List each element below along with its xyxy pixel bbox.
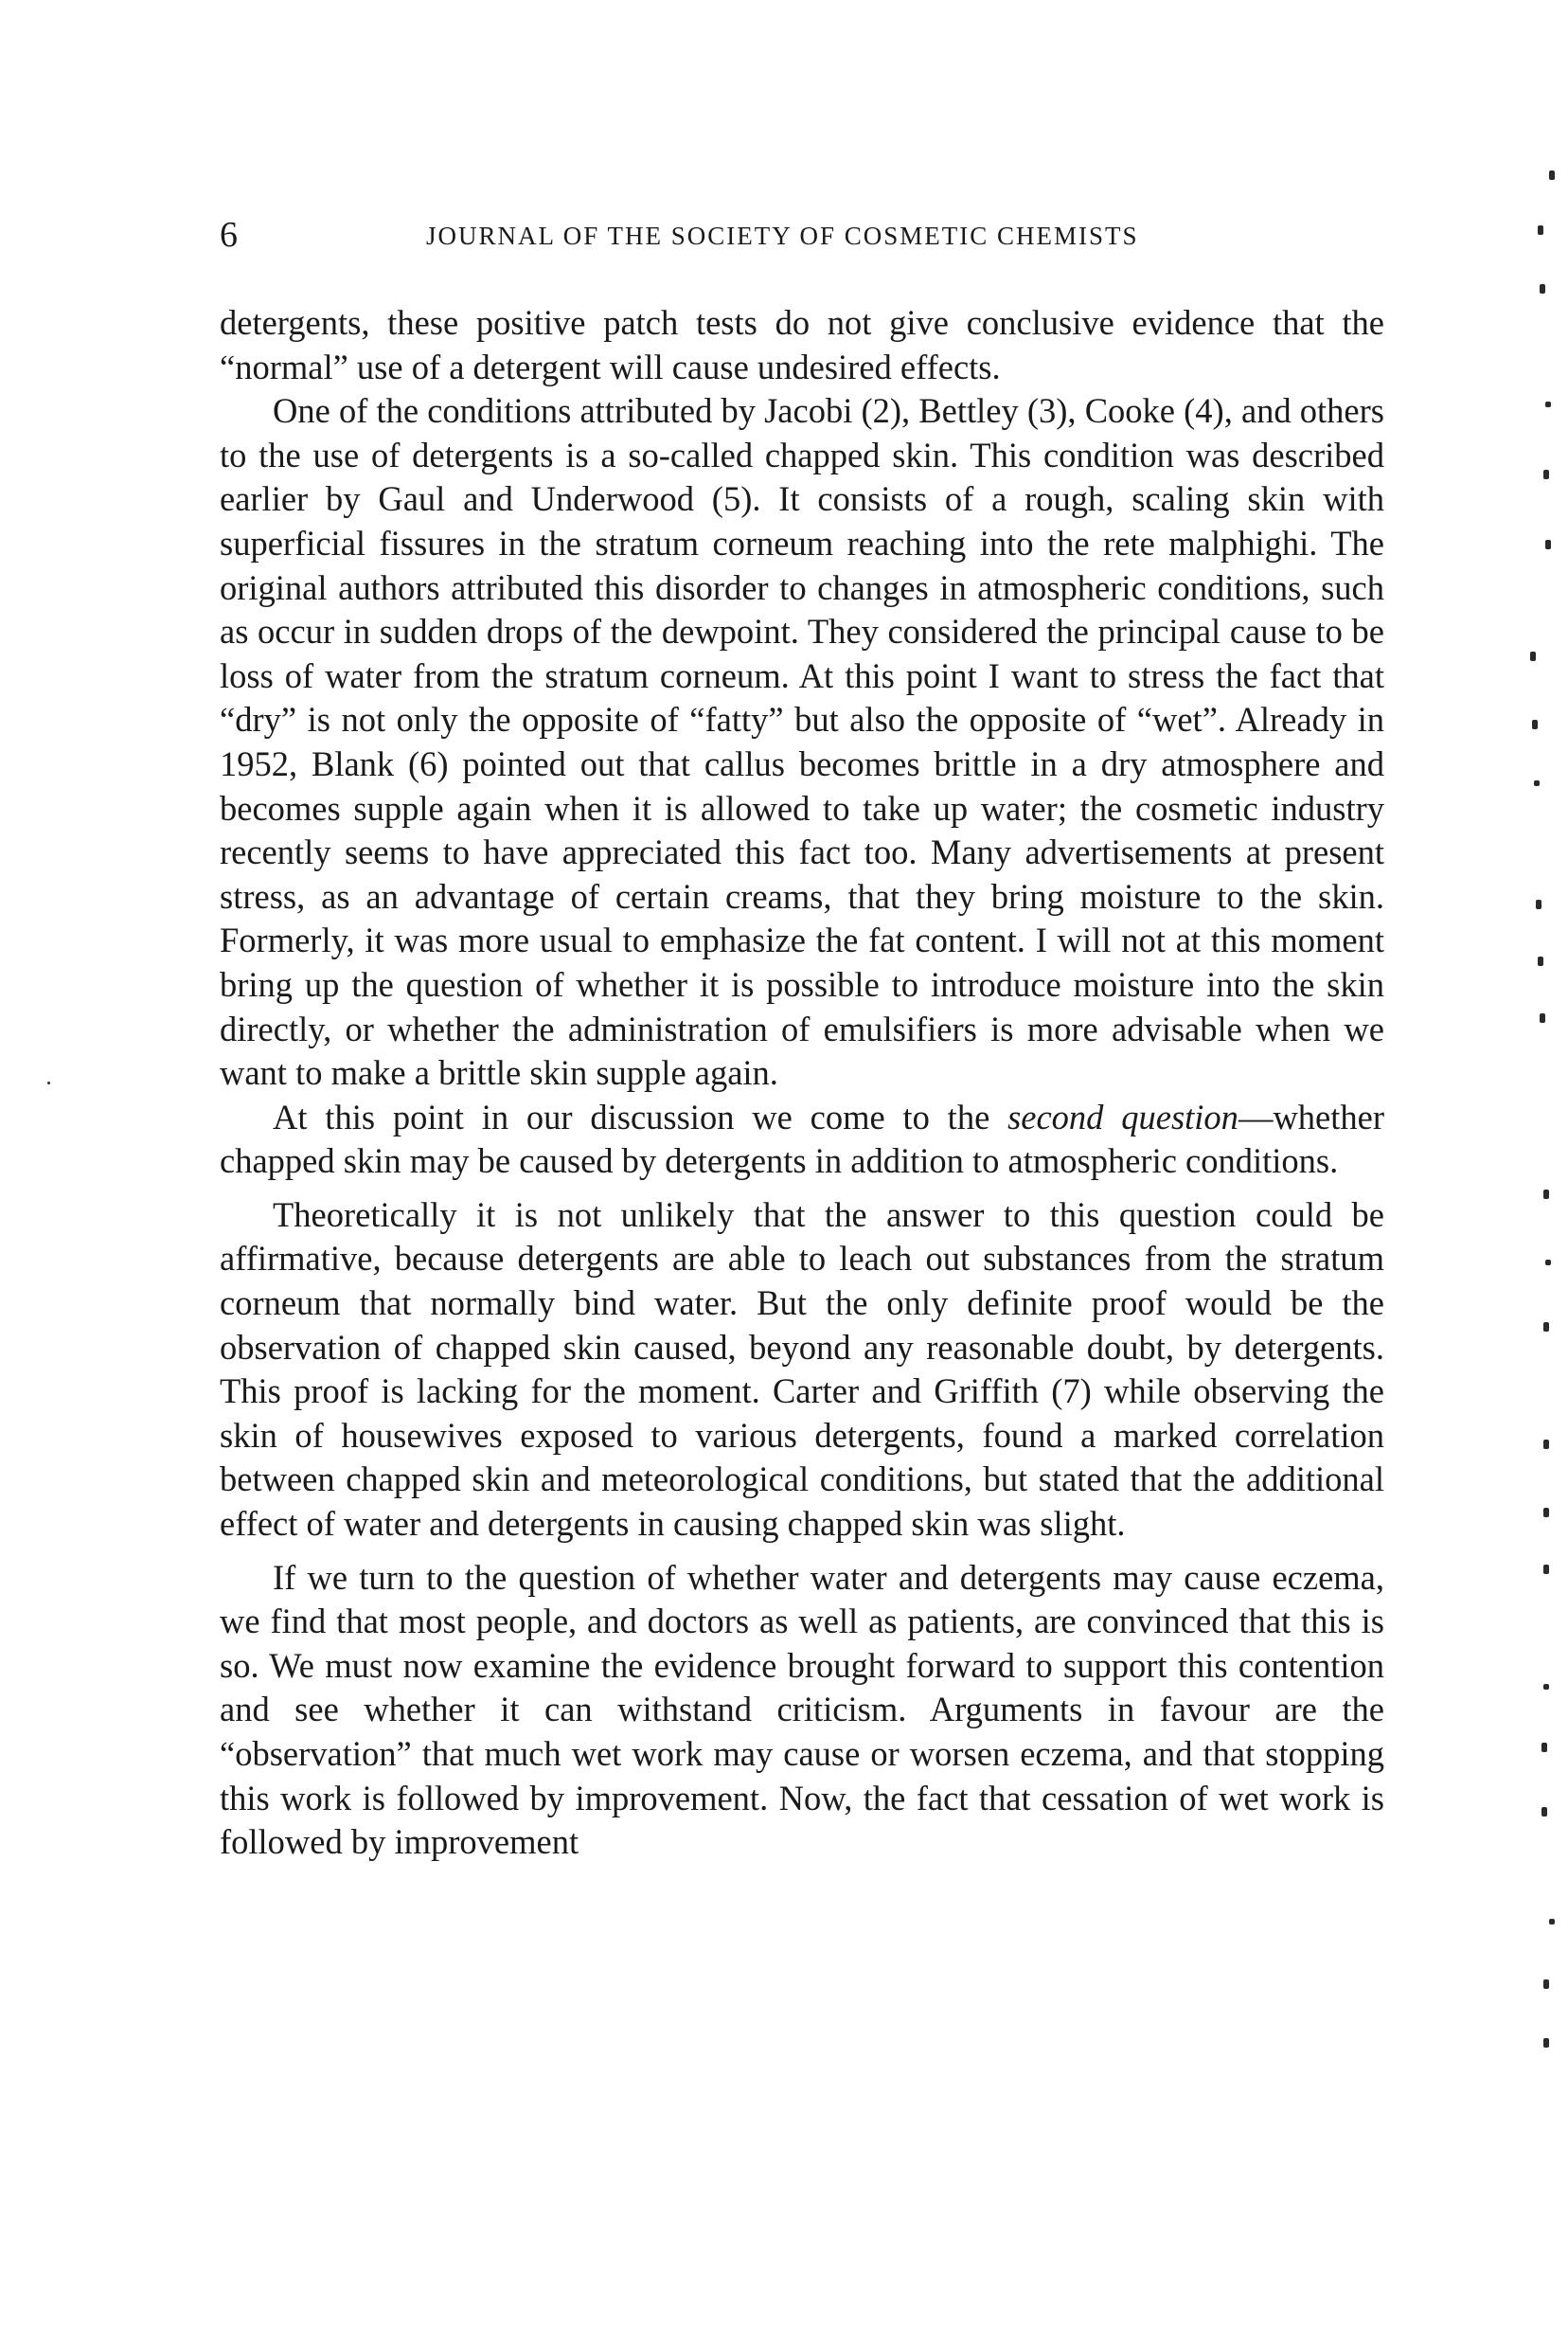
paragraph-3-before: At this point in our discussion we come to the xyxy=(273,1097,1008,1137)
scan-mark xyxy=(1540,284,1545,294)
scan-mark xyxy=(1543,2038,1549,2048)
scan-mark xyxy=(1543,1565,1549,1574)
scan-mark xyxy=(1545,402,1551,407)
journal-title: JOURNAL OF THE SOCIETY OF COSMETIC CHEMISTS xyxy=(426,222,1139,250)
paragraph-3-emphasis: second question xyxy=(1007,1097,1238,1137)
scan-mark xyxy=(47,1082,50,1084)
scan-mark xyxy=(1543,1508,1549,1517)
scan-mark xyxy=(1543,1190,1549,1199)
paragraph-2: One of the conditions attributed by Jacobi (2), Bettley (3), Cooke (4), and others to the use of detergents is a so-called chapped skin. This condition was described earlier by Gaul and Underwood (5). It consists of a rough, scaling skin with superficial fissures in the stratum corneum reaching into the rete malphighi. The original authors attributed this disorder to changes in atmospheric conditions, such as occur in sudden drops of the dewpoint. They considered the principal cause to be loss of water from the stratum corneum. At this point I want to stress the fact that “dry” is not only the opposite of “fatty” but also the opposite of “wet”. Already in 1952, Blank (6) pointed out that callus becomes brittle in a dry atmosphere and becomes supple again when it is allowed to take up water; the cosmetic industry recently seems to have appreciated this fact too. Many advertisements at present stress, as an advantage of certain creams, that they bring moisture to the skin. Formerly, it was more usual to emphasize the fat content. I will not at this moment bring up the question of whether it is possible to introduce moisture into the skin directly, or whether the administration of emulsifiers is more advisable when we want to make a brittle skin supple again. xyxy=(220,391,1384,1093)
scan-mark xyxy=(1543,1322,1549,1332)
scan-mark xyxy=(1549,170,1555,180)
paragraph-4: Theoretically it is not unlikely that the answer to this question could be affirmative, because detergents are able to leach out substances from the stratum corneum that normally bind water. But the only definite proof would be the observation of chapped skin caused, beyond any reasonable doubt, by detergents. This proof is lacking for the moment. Carter and Griffith (7) while observing the skin of housewives exposed to various detergents, found a marked correlation between chapped skin and meteorological conditions, but stated that the additional effect of water and detergents in causing chapped skin was slight. xyxy=(220,1194,1384,1544)
scan-mark xyxy=(1543,1979,1549,1989)
scan-mark xyxy=(1538,957,1543,966)
scan-mark xyxy=(1538,225,1543,235)
scan-mark xyxy=(1543,1440,1549,1449)
page-header xyxy=(220,216,1384,254)
paragraph-1: detergents, these positive patch tests do not give conclusive evidence that the “normal” use of a detergent will cause undesired effects. xyxy=(220,303,1384,386)
scan-mark xyxy=(1543,470,1549,479)
scan-mark xyxy=(1541,1743,1547,1752)
scan-mark xyxy=(1549,1919,1555,1924)
scan-mark xyxy=(1536,900,1541,909)
scan-mark xyxy=(1532,720,1538,729)
paragraph-5: If we turn to the question of whether water and detergents may cause eczema, we find that most people, and doctors as well as patients, are convinced that this is so. We must now examine the evidence brought forward to support this contention and see whether it can withstand criticism. Arguments in favour are the “observation” that much wet work may cause or worsen eczema, and that stopping this work is followed by improvement. Now, the fact that cessation of wet work is followed by improvement xyxy=(220,1557,1384,1862)
page-number: 6 xyxy=(220,215,238,255)
scan-mark xyxy=(1541,1807,1547,1817)
scan-mark xyxy=(1543,1684,1549,1690)
scan-mark xyxy=(1534,780,1540,786)
paragraph-3 xyxy=(220,1096,1384,1184)
scan-mark xyxy=(1540,1013,1545,1023)
scan-mark xyxy=(1530,652,1536,661)
scan-mark xyxy=(1545,1260,1551,1265)
article-body xyxy=(220,301,1384,1865)
scan-mark xyxy=(1545,540,1551,549)
paragraph-3-after: —whether chapped skin may be caused by detergents in addition to atmospheric conditions. xyxy=(220,1097,1384,1181)
